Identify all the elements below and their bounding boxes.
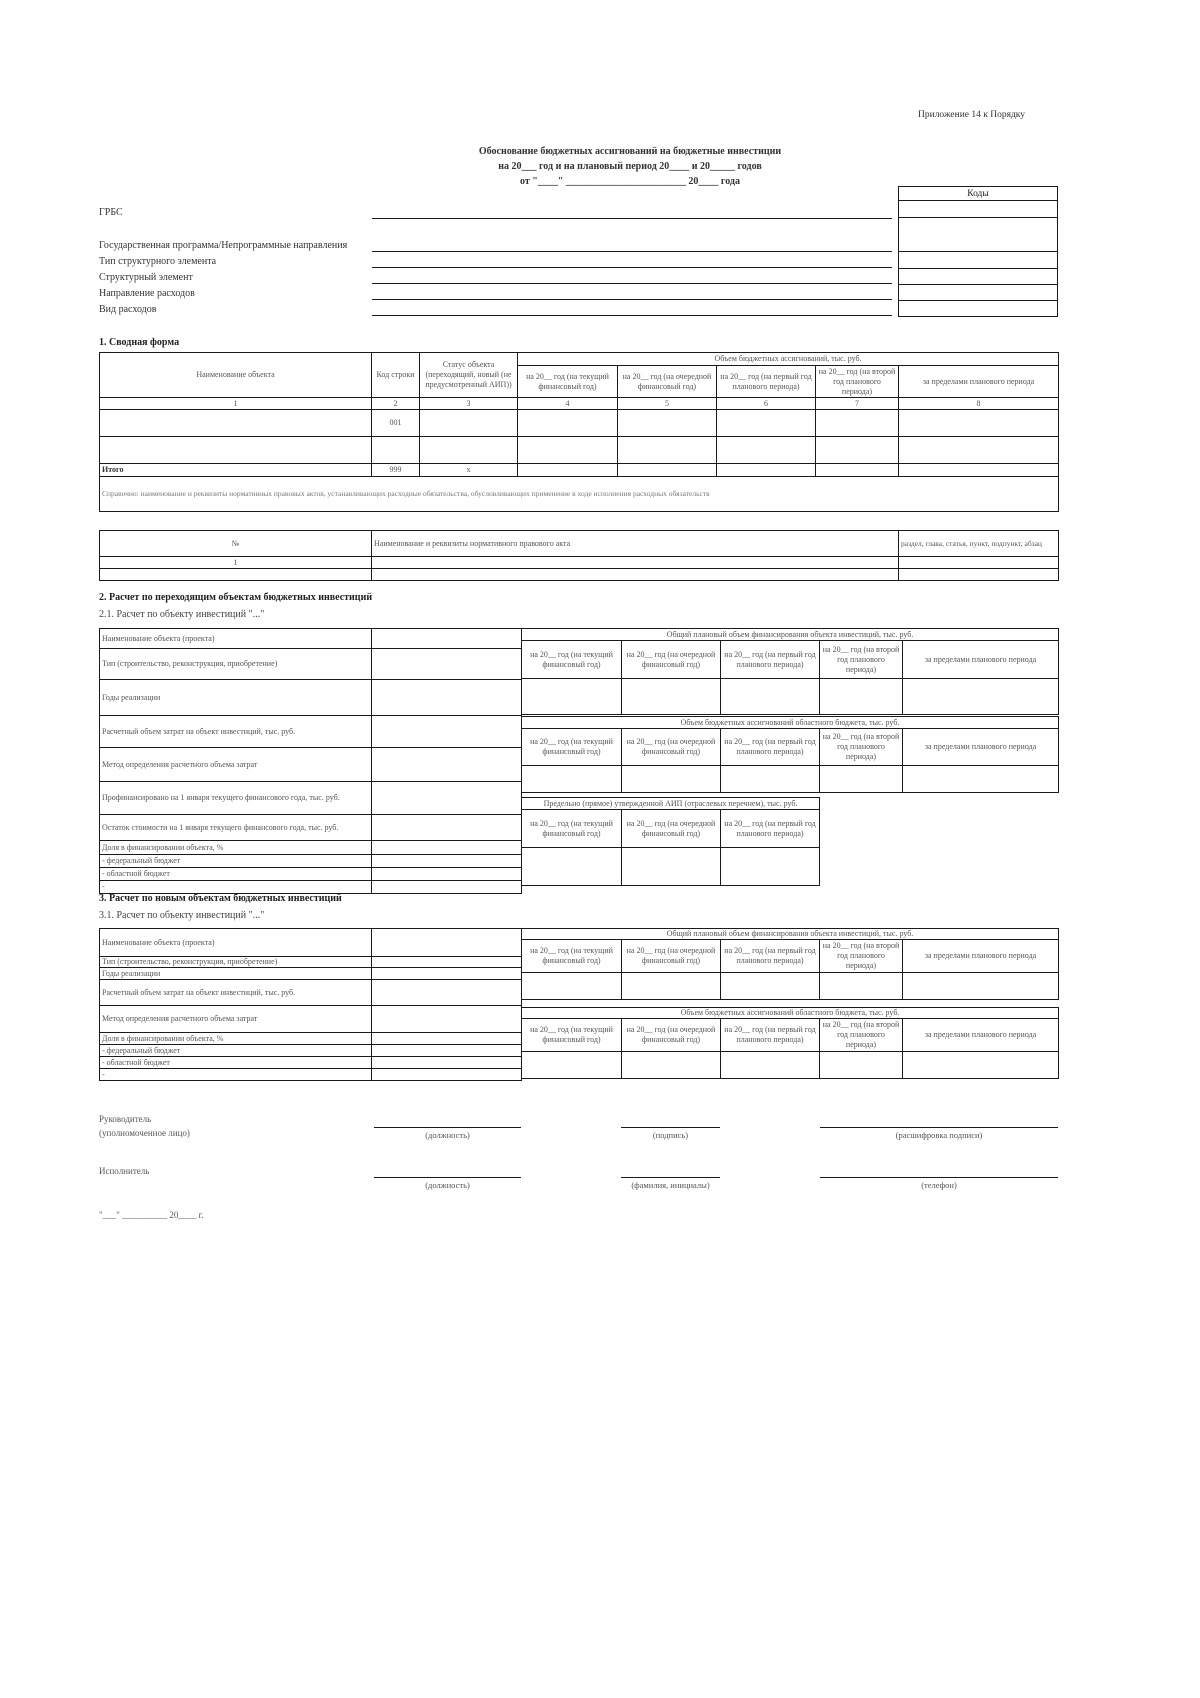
header-line[interactable] bbox=[372, 251, 892, 252]
attr-value[interactable] bbox=[372, 841, 522, 855]
col-header-year: на 20__ год (на первый год планового периода) bbox=[721, 641, 820, 679]
attr-label: - областной бюджет bbox=[100, 868, 372, 881]
col-header-year: на 20__ год (на второй год планового периода) bbox=[820, 729, 903, 766]
cell[interactable] bbox=[899, 557, 1059, 569]
executor-position-caption: (должность) bbox=[425, 1180, 470, 1190]
cell[interactable] bbox=[721, 1052, 820, 1079]
col-header-year: на 20__ год (на текущий финансовый год) bbox=[522, 810, 622, 848]
cell[interactable] bbox=[899, 410, 1059, 437]
col-header-year: на 20__ год (на текущий финансовый год) bbox=[522, 729, 622, 766]
attr-label: Метод определения расчетного объема затрат bbox=[100, 748, 372, 782]
cell[interactable] bbox=[622, 766, 721, 793]
attr-label: - областной бюджет bbox=[100, 1057, 372, 1069]
npa-col-clause: раздел, глава, статья, пункт, подпункт, абзац bbox=[899, 531, 1059, 557]
col-header-year: на 20__ год (на второй год планового периода) bbox=[820, 641, 903, 679]
cell[interactable] bbox=[820, 973, 903, 1000]
col-header-code: Код строки bbox=[372, 353, 420, 398]
codes-label: Коды bbox=[899, 187, 1058, 201]
attr-label: Профинансировано на 1 января текущего финансового года, тыс. руб. bbox=[100, 782, 372, 815]
col-header-year: на 20__ год (на очередной финансовый год) bbox=[622, 729, 721, 766]
col-number: 2 bbox=[372, 398, 420, 410]
cell[interactable] bbox=[618, 410, 717, 437]
section2-subtitle: 2.1. Расчет по объекту инвестиций "..." bbox=[99, 609, 265, 620]
attr-label: Доля в финансировании объекта, % bbox=[100, 1033, 372, 1045]
cell[interactable] bbox=[820, 1052, 903, 1079]
code-cell[interactable] bbox=[899, 269, 1058, 285]
head-position-line[interactable] bbox=[374, 1127, 521, 1128]
executor-phone-line[interactable] bbox=[820, 1177, 1058, 1178]
col-number: 1 bbox=[100, 398, 372, 410]
col-header-year: на 20__ год (на очередной финансовый год) bbox=[622, 641, 721, 679]
cell[interactable] bbox=[518, 410, 618, 437]
col-header-status: Статус объекта (переходящий, новый (не предусмотренный АИП)) bbox=[420, 353, 518, 398]
cell[interactable] bbox=[618, 437, 717, 464]
table-row bbox=[100, 437, 1059, 464]
col-header-year: на 20__ год (на текущий финансовый год) bbox=[518, 366, 618, 398]
attr-label: - bbox=[100, 881, 372, 894]
doc-title-period: на 20___ год и на плановый период 20____ и 20_____ годов bbox=[498, 161, 762, 172]
transitional-total-volume-table bbox=[521, 628, 1059, 715]
section3-subtitle: 3.1. Расчет по объекту инвестиций "..." bbox=[99, 910, 265, 921]
cell[interactable] bbox=[899, 569, 1059, 581]
cell[interactable] bbox=[820, 766, 903, 793]
header-line[interactable] bbox=[372, 218, 892, 219]
executor-phone-caption: (телефон) bbox=[921, 1180, 957, 1190]
attr-value[interactable] bbox=[372, 1057, 522, 1069]
new-regional-volume-table bbox=[521, 1007, 1059, 1079]
code-cell[interactable] bbox=[899, 201, 1058, 218]
cell[interactable] bbox=[903, 1052, 1059, 1079]
head-decode-line[interactable] bbox=[820, 1127, 1058, 1128]
cell[interactable] bbox=[721, 766, 820, 793]
attr-label: Расчетный объем затрат на объект инвестиций, тыс. руб. bbox=[100, 980, 372, 1006]
attr-value[interactable] bbox=[372, 716, 522, 748]
attr-label: - федеральный бюджет bbox=[100, 1045, 372, 1057]
npa-row-number: 1 bbox=[100, 557, 372, 569]
col-number: 3 bbox=[420, 398, 518, 410]
code-cell[interactable] bbox=[899, 285, 1058, 301]
attr-value[interactable] bbox=[372, 929, 522, 957]
header-line[interactable] bbox=[372, 315, 892, 316]
col-header-beyond: за пределами планового периода bbox=[903, 641, 1059, 679]
code-cell[interactable] bbox=[899, 218, 1058, 252]
col-header-beyond: за пределами планового периода bbox=[899, 366, 1059, 398]
cell[interactable] bbox=[721, 848, 820, 886]
cell[interactable] bbox=[622, 1052, 721, 1079]
cell[interactable] bbox=[518, 464, 618, 477]
attr-label: Годы реализации bbox=[100, 680, 372, 716]
col-number: 6 bbox=[717, 398, 816, 410]
attr-label: Остаток стоимости на 1 января текущего финансового года, тыс. руб. bbox=[100, 815, 372, 841]
attr-value[interactable] bbox=[372, 1006, 522, 1033]
total-volume-header: Общий плановый объем финансирования объекта инвестиций, тыс. руб. bbox=[522, 629, 1059, 641]
attr-value[interactable] bbox=[372, 1045, 522, 1057]
attr-value[interactable] bbox=[372, 629, 522, 649]
transitional-attributes-table bbox=[99, 628, 522, 894]
row-code: 001 bbox=[372, 410, 420, 437]
doc-title: Обоснование бюджетных ассигнований на бюджетные инвестиции bbox=[478, 146, 782, 157]
col-header-year: на 20__ год (на первый год планового периода) bbox=[721, 810, 820, 848]
col-header-year: на 20__ год (на первый год планового периода) bbox=[717, 366, 816, 398]
date-line: "___" __________ 20____ г. bbox=[99, 1210, 204, 1220]
npa-col-name: Наименование и реквизиты нормативного правового акта bbox=[372, 531, 899, 557]
cell[interactable] bbox=[903, 679, 1059, 715]
executor-name-line[interactable] bbox=[621, 1177, 720, 1178]
head-position-caption: (должность) bbox=[425, 1130, 470, 1140]
col-number: 4 bbox=[518, 398, 618, 410]
cell[interactable] bbox=[372, 437, 420, 464]
cell[interactable] bbox=[622, 679, 721, 715]
col-header-beyond: за пределами планового периода bbox=[903, 1019, 1059, 1052]
cell[interactable] bbox=[721, 973, 820, 1000]
attr-label: Наименование объекта (проекта) bbox=[100, 929, 372, 957]
header-label-element-type: Тип структурного элемента bbox=[99, 256, 217, 267]
cell[interactable] bbox=[820, 679, 903, 715]
summary-table bbox=[99, 352, 1059, 512]
attr-label: Наименование объекта (проекта) bbox=[100, 629, 372, 649]
attr-label: Годы реализации bbox=[100, 968, 372, 980]
col-header-year: на 20__ год (на текущий финансовый год) bbox=[522, 940, 622, 973]
cell[interactable] bbox=[522, 973, 622, 1000]
attr-label: Расчетный объем затрат на объект инвестиций, тыс. руб. bbox=[100, 716, 372, 748]
attr-label: - bbox=[100, 1069, 372, 1081]
header-label-expense-type: Вид расходов bbox=[99, 304, 157, 315]
npa-col-number: № bbox=[100, 531, 372, 557]
col-number: 8 bbox=[899, 398, 1059, 410]
header-label-grbs: ГРБС bbox=[99, 207, 123, 218]
col-header-year: на 20__ год (на второй год планового периода) bbox=[816, 366, 899, 398]
cell[interactable] bbox=[522, 679, 622, 715]
regional-volume-header: Объем бюджетных ассигнований областного бюджета, тыс. руб. bbox=[522, 717, 1059, 729]
cell[interactable] bbox=[420, 410, 518, 437]
section3-title: 3. Расчет по новым объектам бюджетных инвестиций bbox=[99, 893, 342, 904]
attr-label: Доля в финансировании объекта, % bbox=[100, 841, 372, 855]
appendix-note: Приложение 14 к Порядку bbox=[918, 110, 1026, 120]
cell[interactable] bbox=[100, 437, 372, 464]
cell[interactable] bbox=[420, 437, 518, 464]
attr-label: Метод определения расчетного объема затрат bbox=[100, 1006, 372, 1033]
new-attributes-table bbox=[99, 928, 522, 1081]
code-cell[interactable] bbox=[899, 301, 1058, 317]
cell[interactable] bbox=[372, 569, 899, 581]
head-label-authorized: (уполномоченное лицо) bbox=[99, 1128, 190, 1138]
attr-value[interactable] bbox=[372, 815, 522, 841]
attr-value[interactable] bbox=[372, 1033, 522, 1045]
attr-label: Тип (строительство, реконструкция, приобретение) bbox=[100, 649, 372, 680]
section2-title: 2. Расчет по переходящим объектам бюджетных инвестиций bbox=[99, 592, 373, 603]
npa-table bbox=[99, 530, 1059, 581]
total-label: Итого bbox=[100, 464, 372, 477]
cell[interactable] bbox=[622, 848, 721, 886]
header-label-direction: Направление расходов bbox=[99, 288, 195, 299]
col-header-volume: Объем бюджетных ассигнований, тыс. руб. bbox=[518, 353, 1059, 366]
attr-value[interactable] bbox=[372, 881, 522, 894]
cell[interactable] bbox=[899, 437, 1059, 464]
cell[interactable] bbox=[899, 464, 1059, 477]
col-header-year: на 20__ год (на очередной финансовый год) bbox=[622, 1019, 721, 1052]
col-header-year: на 20__ год (на первый год планового периода) bbox=[721, 729, 820, 766]
attr-value[interactable] bbox=[372, 980, 522, 1006]
header-line[interactable] bbox=[372, 267, 892, 268]
header-label-program: Государственная программа/Непрограммные направления bbox=[99, 240, 348, 251]
header-line[interactable] bbox=[372, 283, 892, 284]
cell[interactable] bbox=[522, 848, 622, 886]
cell[interactable] bbox=[816, 464, 899, 477]
cell[interactable] bbox=[903, 973, 1059, 1000]
section1-title: 1. Сводная форма bbox=[99, 337, 180, 348]
executor-position-line[interactable] bbox=[374, 1177, 521, 1178]
doc-title-date: от "____" ________________________ 20____ года bbox=[520, 176, 740, 187]
cell[interactable] bbox=[816, 410, 899, 437]
attr-value[interactable] bbox=[372, 680, 522, 716]
col-header-beyond: за пределами планового периода bbox=[903, 940, 1059, 973]
col-header-year: на 20__ год (на очередной финансовый год) bbox=[618, 366, 717, 398]
executor-label: Исполнитель bbox=[99, 1166, 150, 1176]
total-code: 999 bbox=[372, 464, 420, 477]
cell[interactable] bbox=[816, 437, 899, 464]
col-number: 7 bbox=[816, 398, 899, 410]
table-row bbox=[100, 410, 1059, 437]
col-header-year: на 20__ год (на первый год планового периода) bbox=[721, 1019, 820, 1052]
executor-name-caption: (фамилия, инициалы) bbox=[631, 1180, 710, 1190]
regional-volume-header: Объем бюджетных ассигнований областного бюджета, тыс. руб. bbox=[522, 1008, 1059, 1019]
cell[interactable] bbox=[618, 464, 717, 477]
code-cell[interactable] bbox=[899, 252, 1058, 269]
col-header-year: на 20__ год (на второй год планового периода) bbox=[820, 940, 903, 973]
col-number: 5 bbox=[618, 398, 717, 410]
col-header-name: Наименование объекта bbox=[100, 353, 372, 398]
head-signature-caption: (подпись) bbox=[652, 1130, 689, 1140]
cell[interactable] bbox=[518, 437, 618, 464]
col-header-year: на 20__ год (на очередной финансовый год) bbox=[622, 940, 721, 973]
attr-value[interactable] bbox=[372, 957, 522, 968]
cell[interactable] bbox=[717, 410, 816, 437]
attr-value[interactable] bbox=[372, 855, 522, 868]
total-status: x bbox=[420, 464, 518, 477]
attr-value[interactable] bbox=[372, 1069, 522, 1081]
cell[interactable] bbox=[372, 557, 899, 569]
attr-value[interactable] bbox=[372, 782, 522, 815]
attr-label: - федеральный бюджет bbox=[100, 855, 372, 868]
head-decode-caption: (расшифровка подписи) bbox=[895, 1130, 983, 1140]
total-volume-header: Общий плановый объем финансирования объекта инвестиций, тыс. руб. bbox=[522, 929, 1059, 940]
cell[interactable] bbox=[903, 766, 1059, 793]
transitional-regional-volume-table bbox=[521, 716, 1059, 793]
col-header-year: на 20__ год (на текущий финансовый год) bbox=[522, 641, 622, 679]
reference-note: Справочно: наименование и реквизиты нормативных правовых актов, устанавливающих расходные обязательства, обусловливающих применение в ходе исполнения расходных обязательств bbox=[100, 477, 1059, 512]
col-header-year: на 20__ год (на текущий финансовый год) bbox=[522, 1019, 622, 1052]
cell[interactable] bbox=[100, 410, 372, 437]
cell[interactable] bbox=[717, 464, 816, 477]
cell[interactable] bbox=[717, 437, 816, 464]
header-line[interactable] bbox=[372, 299, 892, 300]
col-header-year: на 20__ год (на первый год планового периода) bbox=[721, 940, 820, 973]
header-label-element: Структурный элемент bbox=[99, 272, 193, 283]
col-header-beyond: за пределами планового периода bbox=[903, 729, 1059, 766]
attr-label: Тип (строительство, реконструкция, приобретение) bbox=[100, 957, 372, 968]
col-header-year: на 20__ год (на очередной финансовый год) bbox=[622, 810, 721, 848]
total-row bbox=[100, 464, 1059, 477]
cell[interactable] bbox=[622, 973, 721, 1000]
codes-box bbox=[898, 186, 1058, 317]
attr-value[interactable] bbox=[372, 868, 522, 881]
cell[interactable] bbox=[721, 679, 820, 715]
transitional-aip-table bbox=[521, 797, 820, 886]
cell[interactable] bbox=[100, 569, 372, 581]
head-signature-line[interactable] bbox=[621, 1127, 720, 1128]
aip-header: Предельно (прямое) утвержденной АИП (отраслевых перечнем), тыс. руб. bbox=[522, 798, 820, 810]
head-label: Руководитель bbox=[99, 1114, 152, 1124]
attr-value[interactable] bbox=[372, 649, 522, 680]
attr-value[interactable] bbox=[372, 748, 522, 782]
attr-value[interactable] bbox=[372, 968, 522, 980]
cell[interactable] bbox=[522, 766, 622, 793]
cell[interactable] bbox=[522, 1052, 622, 1079]
new-total-volume-table bbox=[521, 928, 1059, 1000]
col-header-year: на 20__ год (на второй год планового периода) bbox=[820, 1019, 903, 1052]
